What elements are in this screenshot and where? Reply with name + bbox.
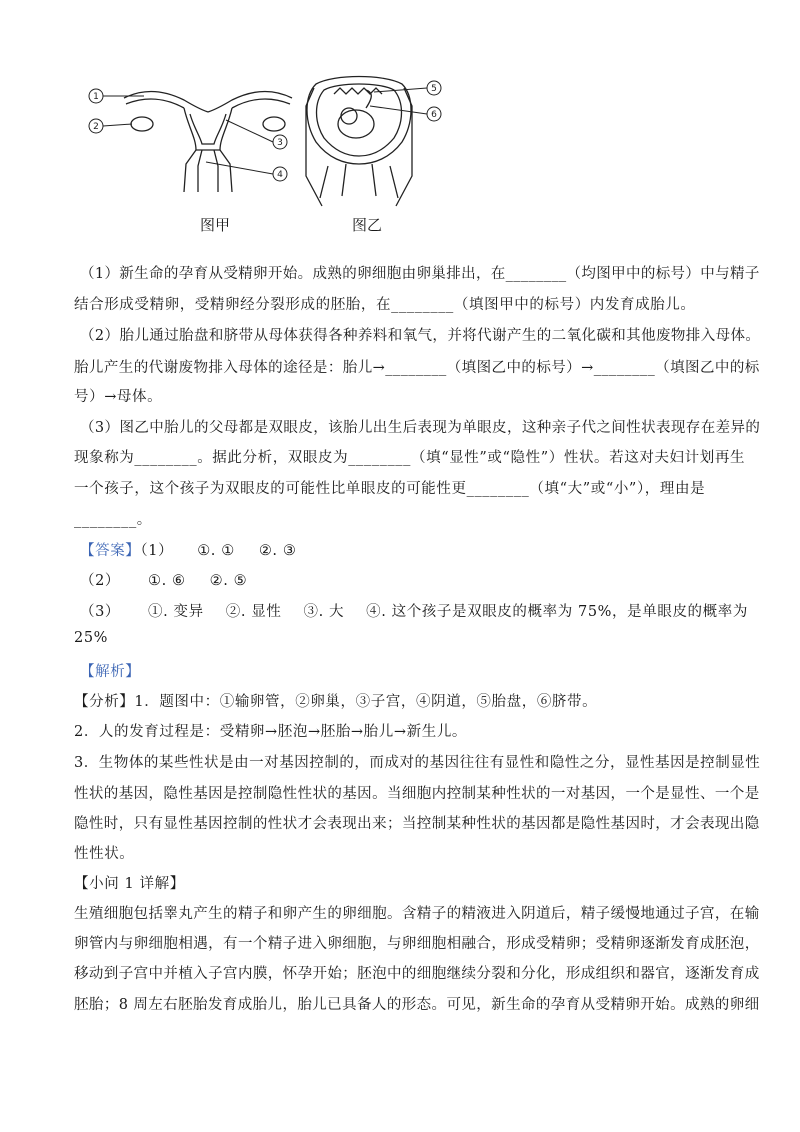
caption-jia: 图甲 <box>200 216 231 234</box>
ovary-left <box>131 117 153 131</box>
marker-5: 5 <box>431 84 437 94</box>
answer-line2 <box>80 569 247 590</box>
q3-line4: ________。 <box>74 512 152 528</box>
analysis-p1: 【分析】1．题图中：①输卵管，②卵巢，③子宫，④阴道，⑤胎盘，⑥脐带。 <box>74 694 598 710</box>
marker-1: 1 <box>93 92 99 102</box>
answer-1-num: （1） <box>140 543 174 559</box>
detail-line2: 卵管内与卵细胞相遇，有一个精子进入卵细胞，与卵细胞相融合，形成受精卵；受精卵逐渐发育成胚泡， <box>74 936 760 952</box>
q1-line2: 结合形成受精卵，受精卵经分裂形成的胚胎，在________（填图甲中的标号）内发育成胎儿。 <box>74 297 696 313</box>
analysis-p3-line4: 性性状。 <box>74 846 135 862</box>
q2-line2: 胎儿产生的代谢废物排入母体的途径是：胎儿→________（填图乙中的标号）→________（填图乙中的标 <box>74 360 760 376</box>
marker-6: 6 <box>431 110 437 120</box>
analysis-p2: 2．人的发育过程是：受精卵→胚泡→胚胎→胎儿→新生儿。 <box>74 724 468 740</box>
reproductive-diagram <box>84 66 444 236</box>
marker-3: 3 <box>277 138 283 148</box>
ovary-right <box>263 117 285 131</box>
answer-3-2: ②. 显性 <box>225 604 282 620</box>
analysis-p3-line2: 性状的基因，隐性基因是控制隐性性状的基因。当细胞内控制某种性状的一对基因，一个是显性、一个是 <box>74 786 760 802</box>
answer-2-1: ①. ⑥ <box>148 573 186 589</box>
q2-line1: （2）胎儿通过胎盘和脐带从母体获得各种养料和氧气，并将代谢产生的二氧化碳和其他废物排入母体。 <box>80 328 761 344</box>
analysis-tag: 【解析】 <box>80 664 141 680</box>
answer-line3 <box>80 600 748 621</box>
answer-1-1: ①. ① <box>197 543 235 559</box>
q3-line2: 现象称为________。据此分析，双眼皮为________（填“显性”或“隐性”）性状。若这对夫妇计划再生 <box>74 450 746 466</box>
answer-tag: 【答案】 <box>80 543 141 559</box>
figure-diagrams <box>84 66 444 236</box>
answer-line1 <box>80 539 296 560</box>
detail-line3: 移动到子宫中并植入子宫内膜，怀孕开始；胚泡中的细胞继续分裂和分化，形成组织和器官，逐渐发育成 <box>74 966 760 982</box>
marker-4: 4 <box>277 170 283 180</box>
marker-2: 2 <box>93 122 99 132</box>
detail-line4: 胚胎；8 周左右胚胎发育成胎儿，胎儿已具备人的形态。可见，新生命的孕育从受精卵开始。成熟的卵细 <box>74 997 760 1013</box>
q3-line3: 一个孩子，这个孩子为双眼皮的可能性比单眼皮的可能性更________（填“大”或“小”），理由是 <box>74 481 706 497</box>
caption-yi: 图乙 <box>352 216 383 234</box>
diagram-jia <box>124 91 292 192</box>
detail-tag: 【小问 1 详解】 <box>74 876 185 892</box>
answer-3-3: ③. 大 <box>303 604 345 620</box>
answer-3-4: ④. 这个孩子是双眼皮的概率为 75%，是单眼皮的概率为 <box>366 604 748 620</box>
diagram-yi <box>306 77 412 207</box>
answer-1-2: ②. ③ <box>258 543 297 559</box>
analysis-p3-line3: 隐性时，只有显性基因控制的性状才会表现出来；当控制某种性状的基因都是隐性基因时，才会表现出隐 <box>74 816 760 832</box>
q2-line3: 号）→母体。 <box>74 389 163 405</box>
detail-line1: 生殖细胞包括睾丸产生的精子和卵产生的卵细胞。含精子的精液进入阴道后，精子缓慢地通过子宫，在输 <box>74 906 760 922</box>
q1-line1: （1）新生命的孕育从受精卵开始。成熟的卵细胞由卵巢排出，在________（均图甲中的标号）中与精子 <box>80 266 760 282</box>
q3-line1: （3）图乙中胎儿的父母都是双眼皮，该胎儿出生后表现为单眼皮，这种亲子代之间性状表现存在差异的 <box>80 420 761 436</box>
answer-line4: 25% <box>74 630 109 646</box>
answer-2-num: （2） <box>80 573 121 589</box>
answer-3-num: （3） <box>80 604 121 620</box>
analysis-p3-line1: 3．生物体的某些性状是由一对基因控制的，而成对的基因往往有显性和隐性之分，显性基因是控制显性 <box>74 755 761 771</box>
answer-3-1: ①. 变异 <box>148 604 204 620</box>
answer-2-2: ②. ⑤ <box>209 573 248 589</box>
